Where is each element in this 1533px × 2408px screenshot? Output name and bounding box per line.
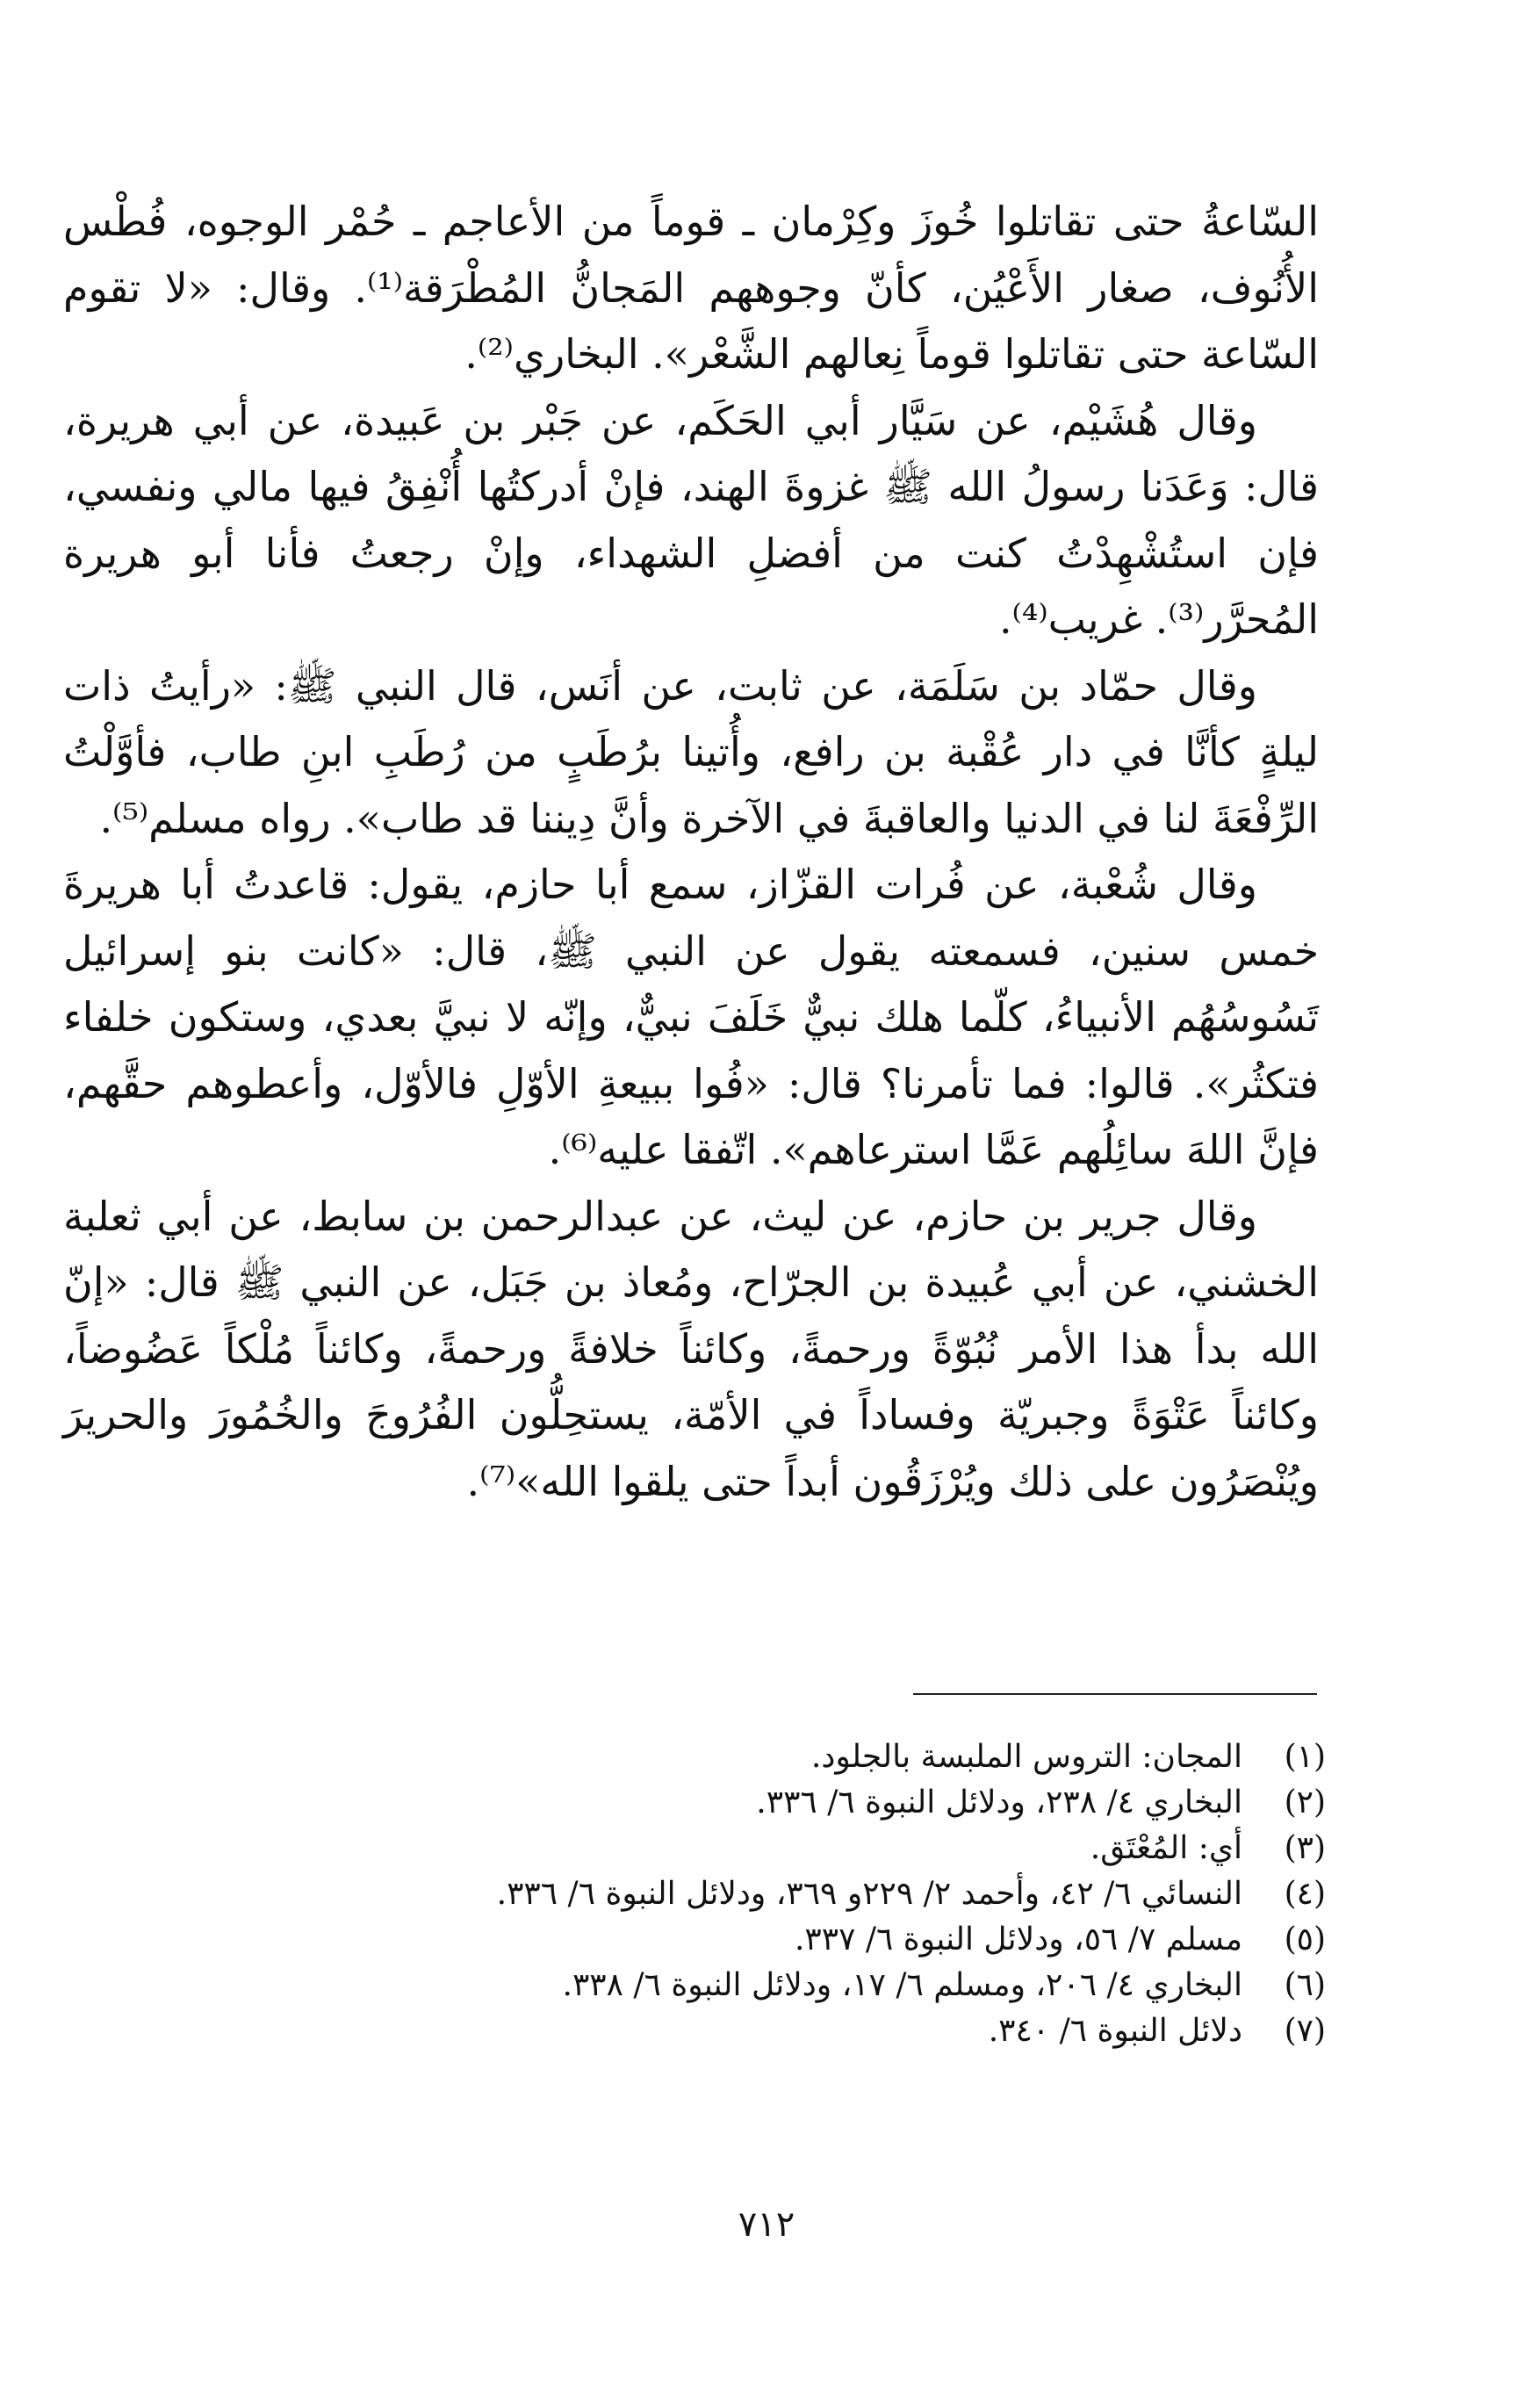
paragraph-2: وقال هُشَيْم، عن سَيَّار أبي الحَكَم، عن جَبْر بن عَبيدة، عن أبي هريرة، قال: وَعَدَنا رسولُ الله ﷺ غزوةَ الهند، فإنْ أدركتُها أُنْفِقُ فيها مالي ونفسي، فإن استُشْهِدْتُ كنت من أفضلِ الشهداء، وإنْ رجعتُ فأنا أبو هريرة المُحرَّر⁽³⁾. غريب⁽⁴⁾. <box>63 396 1319 643</box>
paragraph-1: السّاعةُ حتى تقاتلوا خُوزَ وكِرْمان ـ قوماً من الأعاجم ـ حُمْر الوجوه، فُطْس الأُنُوف، صغار الأَعْيُن، كأنّ وجوههم المَجانُّ المُطْرَقة⁽¹⁾. وقال: «لا تقوم السّاعة حتى تقاتلوا قوماً نِعالهم الشَّعْر». البخاري⁽²⁾. <box>63 198 1319 378</box>
footnote-6 <box>70 1963 1326 2008</box>
footnote-text: مسلم ٧/ ٥٦، ودلائل النبوة ٦/ ٣٣٧. <box>794 1921 1242 1957</box>
footnote-7 <box>70 2008 1326 2054</box>
page-number: ٧١٢ <box>738 2204 795 2245</box>
footnote-3 <box>70 1826 1326 1871</box>
body-text <box>63 189 1319 1515</box>
footnote-number: (٦) <box>1284 1967 1326 2003</box>
footnotes <box>70 1734 1326 2054</box>
footnote-text: البخاري ٤/ ٢٠٦، ومسلم ٦/ ١٧، ودلائل النبوة ٦/ ٣٣٨. <box>562 1967 1242 2003</box>
footnote-text: دلائل النبوة ٦/ ٣٤٠. <box>988 2013 1242 2049</box>
footnote-1 <box>70 1734 1326 1780</box>
paragraph-4: وقال شُعْبة، عن فُرات القزّاز، سمع أبا حازم، يقول: قاعدتُ أبا هريرةَ خمس سنين، فسمعته يقول عن النبي ﷺ، قال: «كانت بنو إسرائيل تَسُوسُهُم الأنبياءُ، كلّما هلك نبيٌّ خَلَفَ نبيٌّ، وإنّه لا نبيَّ بعدي، وستكون خلفاء فتكثُر». قالوا: فما تأمرنا؟ قال: «فُوا ببيعةِ الأوّلِ فالأوّل، وأعطوهم حقَّهم، فإنَّ اللهَ سائِلُهم عَمَّا استرعاهم». اتّفقا عليه⁽⁶⁾. <box>63 861 1320 1173</box>
footnote-5 <box>70 1917 1326 1963</box>
paragraph-3: وقال حمّاد بن سَلَمَة، عن ثابت، عن أنَس، قال النبي ﷺ: «رأيتُ ذات ليلةٍ كأنَّا في دار عُقْبة بن رافع، وأُتينا برُطَبٍ من رُطَبِ ابنِ طاب، فأوَّلْتُ الرِّفْعَةَ لنا في الدنيا والعاقبةَ في الآخرة وأنَّ دِيننا قد طاب». رواه مسلم⁽⁵⁾. <box>63 661 1319 842</box>
footnote-separator <box>913 1693 1317 1695</box>
footnote-text: البخاري ٤/ ٢٣٨، ودلائل النبوة ٦/ ٣٣٦. <box>756 1784 1242 1820</box>
footnote-text: أي: المُعْتَق. <box>1090 1830 1242 1866</box>
footnote-number: (٣) <box>1284 1830 1326 1866</box>
footnote-number: (٤) <box>1284 1876 1326 1912</box>
paragraph-5: وقال جرير بن حازم، عن ليث، عن عبدالرحمن بن سابط، عن أبي ثعلبة الخشني، عن أبي عُبيدة بن الجرّاح، ومُعاذ بن جَبَل، عن النبي ﷺ قال: «إنّ الله بدأ هذا الأمر نُبُوّةً ورحمةً، وكائناً خلافةً ورحمةً، وكائناً مُلْكاً عَضُوضاً، وكائناً عَتْوَةً وجبريّة وفساداً في الأمّة، يستحِلُّون الفُرُوجَ والخُمُورَ والحريرَ ويُنْصَرُون على ذلك ويُرْزَقُون أبداً حتى يلقوا الله»⁽⁷⁾. <box>63 1192 1319 1505</box>
footnote-4 <box>70 1871 1326 1917</box>
footnote-number: (١) <box>1284 1739 1326 1775</box>
footnote-text: المجان: التروس الملبسة بالجلود. <box>810 1739 1242 1775</box>
footnote-number: (٥) <box>1284 1921 1326 1957</box>
footnote-number: (٢) <box>1284 1784 1326 1820</box>
footnote-number: (٧) <box>1284 2013 1326 2049</box>
footnote-text: النسائي ٦/ ٤٢، وأحمد ٢/ ٢٢٩و ٣٦٩، ودلائل النبوة ٦/ ٣٣٦. <box>496 1876 1242 1912</box>
footnote-2 <box>70 1780 1326 1826</box>
